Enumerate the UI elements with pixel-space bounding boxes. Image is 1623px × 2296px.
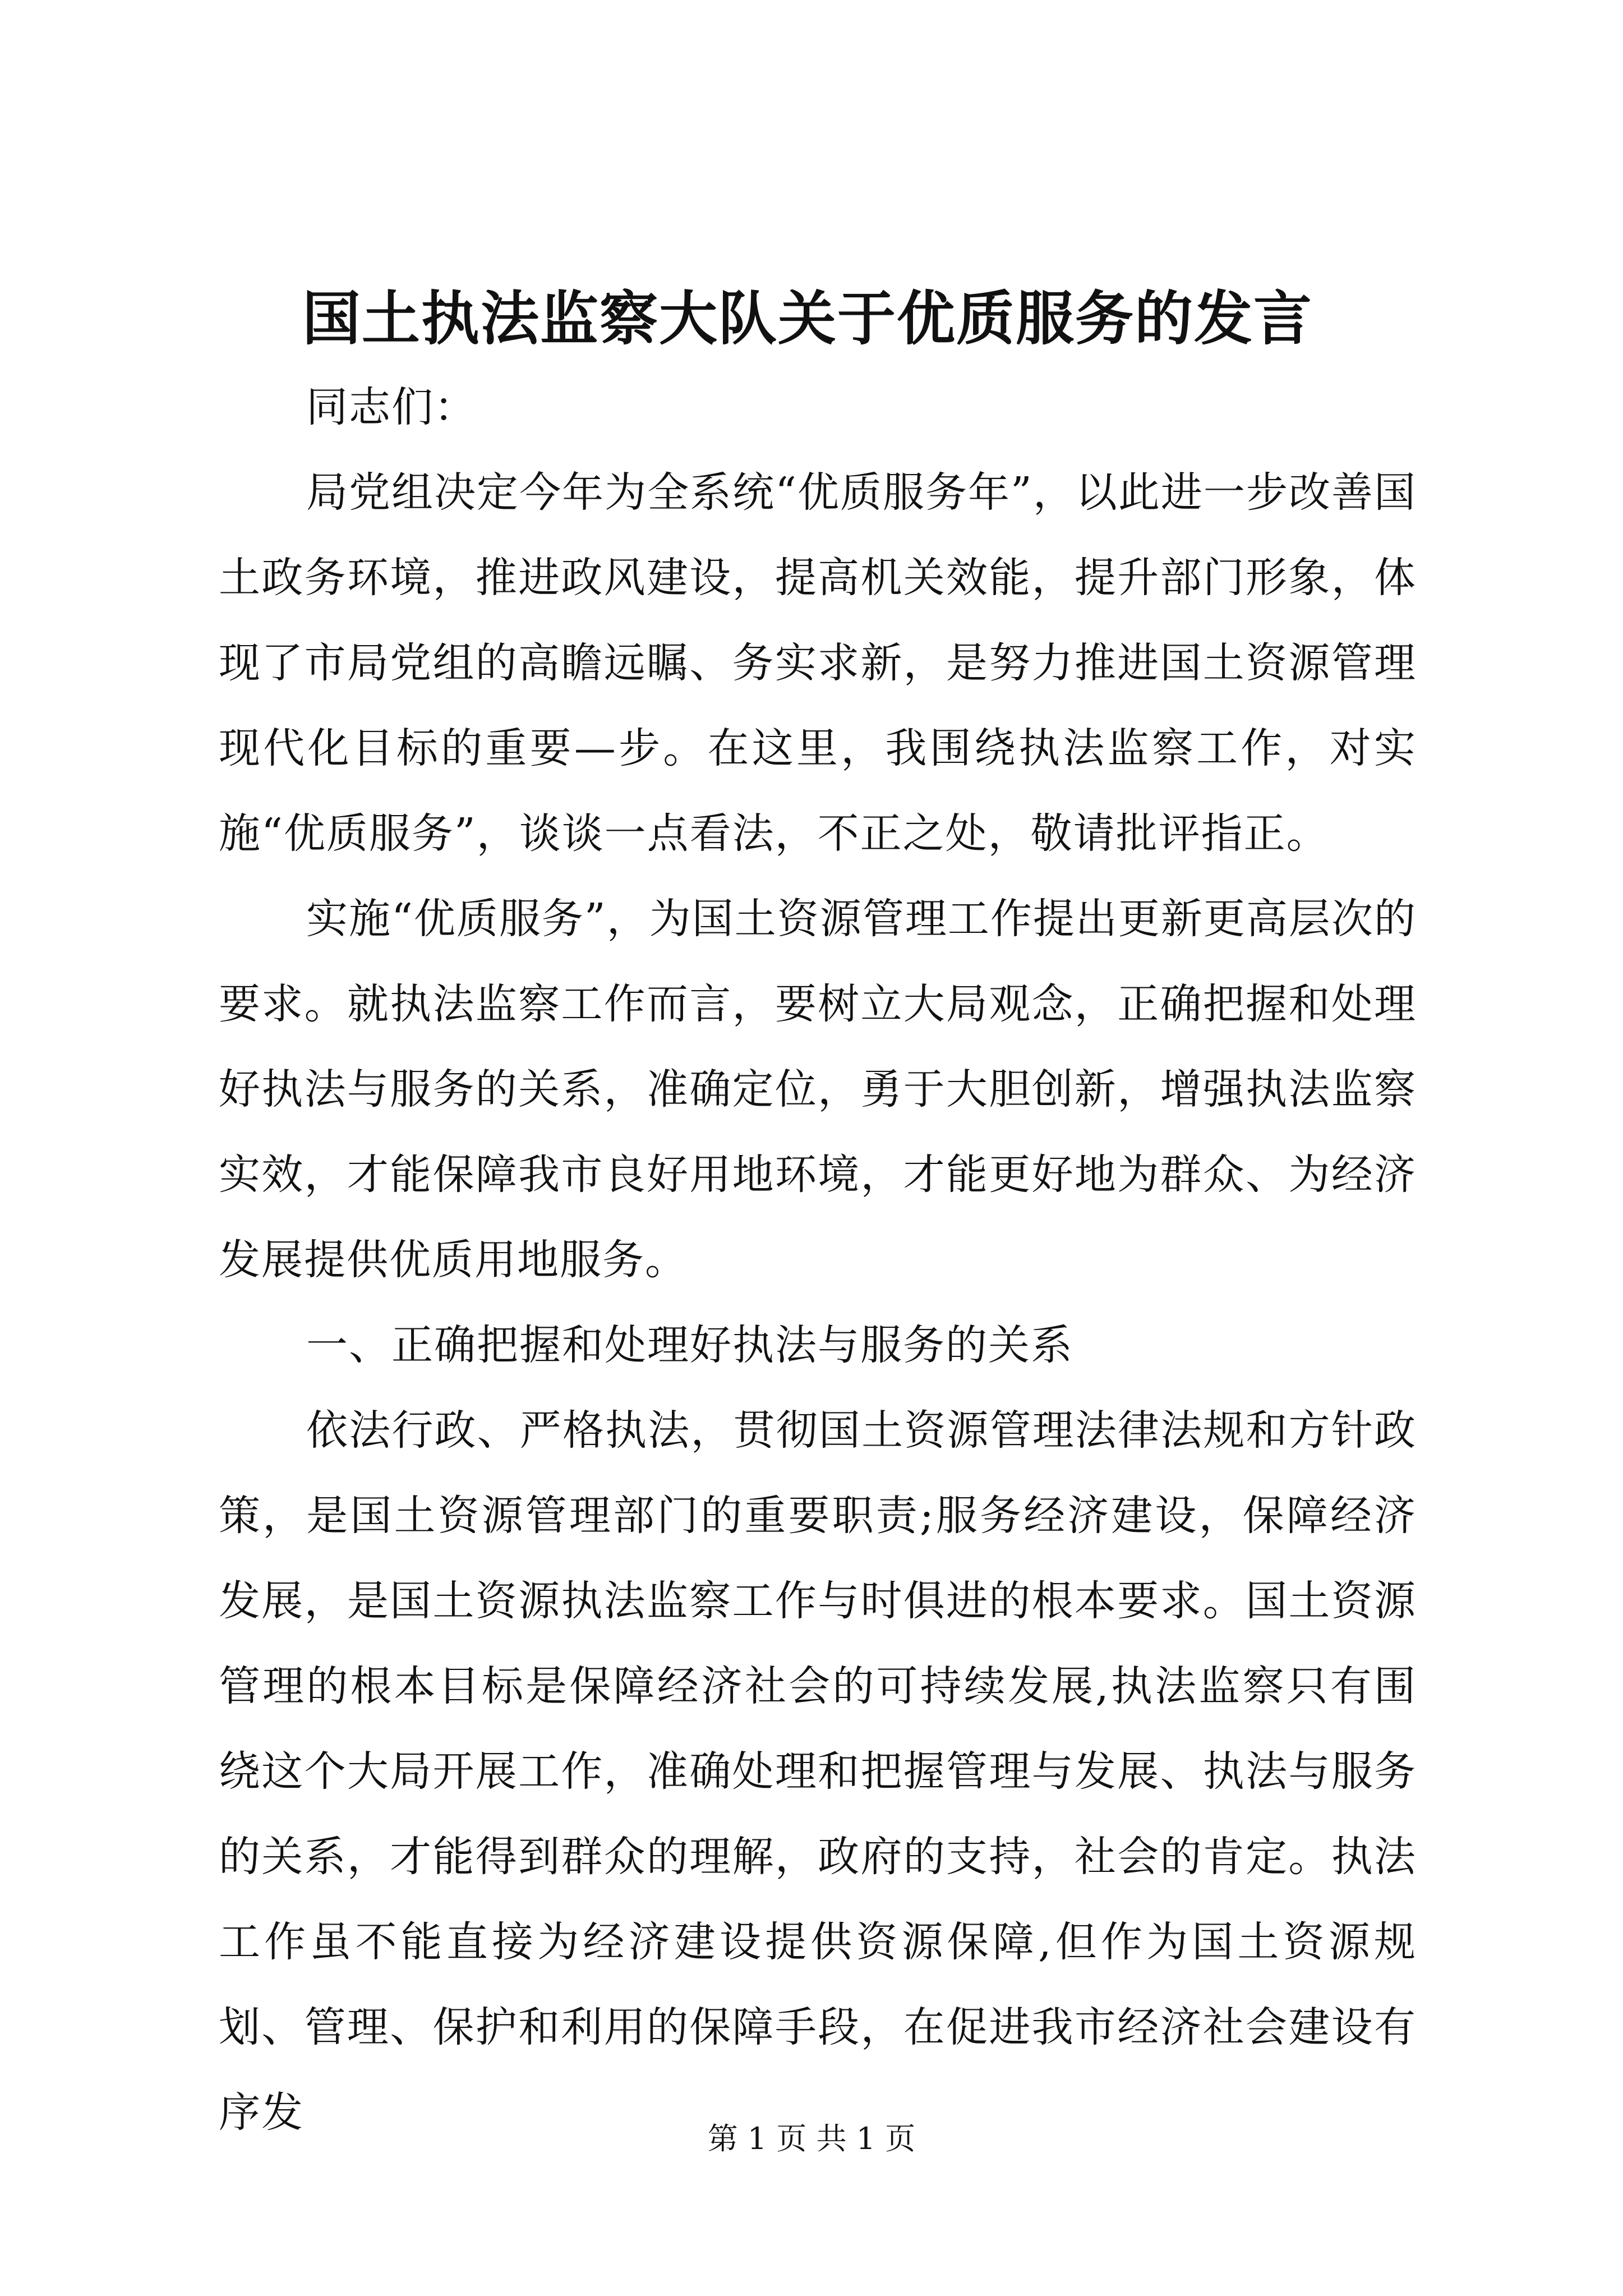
page-footer: 第 1 页 共 1 页: [707, 2121, 916, 2156]
body-paragraph: 局党组决定今年为全系统“优质服务年”，以此进一步改善国土政务环境，推进政风建设，提高机关效能，提升部门形象，体现了市局党组的高瞻远瞩、务实求新，是努力推进国土资源管理现代化目标的重要—步。在这里，我围绕执法监察工作，对实施“优质服务”，谈谈一点看法，不正之处，敬请批评指正。: [219, 468, 1417, 858]
body-paragraph: 依法行政、严格执法，贯彻国土资源管理法律法规和方针政策，是国土资源管理部门的重要职责;服务经济建设，保障经济发展，是国土资源执法监察工作与时俱进的根本要求。国土资源管理的根本目标是保障经济社会的可持续发展,执法监察只有围绕这个大局开展工作，准确处理和把握管理与发展、执法与服务的关系，才能得到群众的理解，政府的支持，社会的肯定。执法工作虽不能直接为经济建设提供资源保障,但作为国土资源规划、管理、保护和利用的保障手段，在促进我市经济社会建设有序发: [219, 1406, 1417, 2137]
salutation-paragraph: 同志们：: [306, 383, 477, 431]
body-paragraph: 实施“优质服务”，为国土资源管理工作提出更新更高层次的要求。就执法监察工作而言，要树立大局观念，正确把握和处理好执法与服务的关系，准确定位，勇于大胆创新，增强执法监察实效，才能保障我市良好用地环境，才能更好地为群众、为经济发展提供优质用地服务。: [219, 895, 1417, 1284]
section-heading: 一、正确把握和处理好执法与服务的关系: [306, 1321, 1073, 1369]
document-body: [219, 365, 1417, 2155]
document-title: 国土执法监察大队关于优质服务的发言: [302, 284, 1313, 353]
